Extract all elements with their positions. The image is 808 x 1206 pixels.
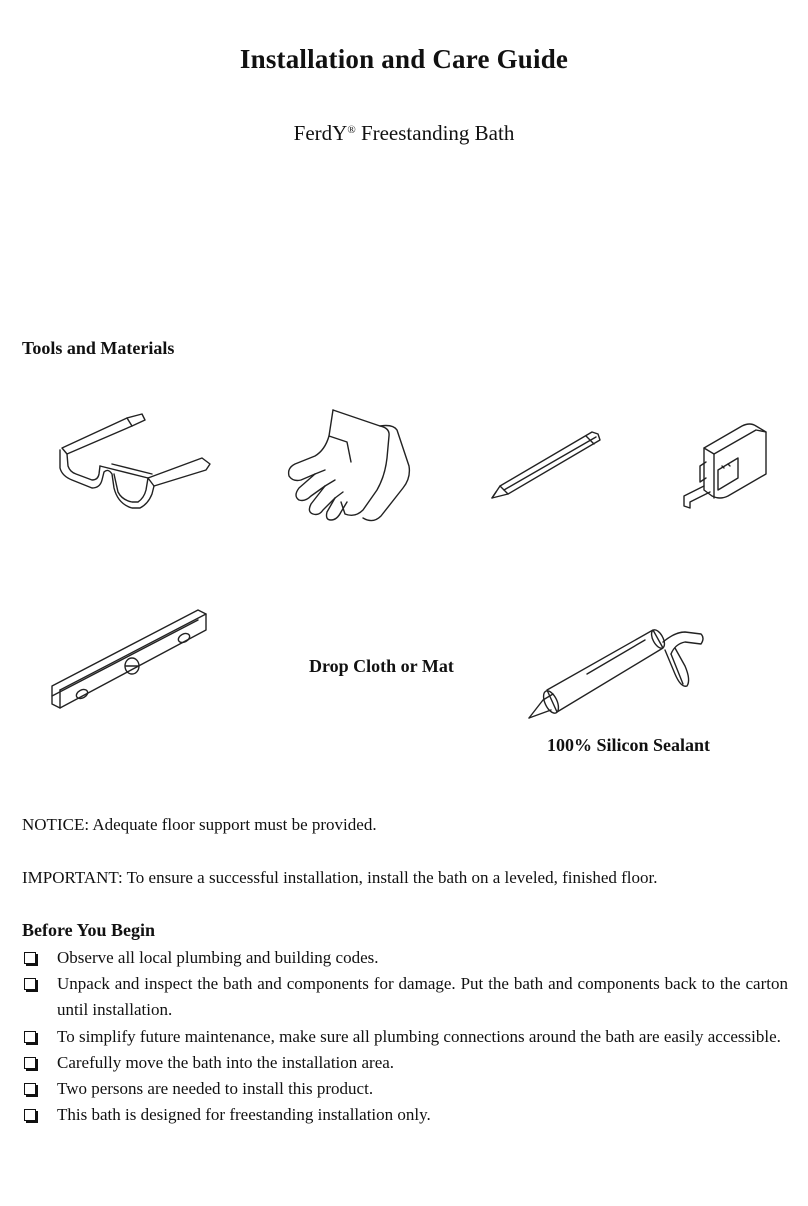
level-icon xyxy=(48,604,213,719)
list-item xyxy=(22,1050,788,1076)
list-item-text: This bath is designed for freestanding installation only. xyxy=(57,1105,431,1125)
important-text: IMPORTANT: To ensure a successful installation, install the bath on a leveled, finished floor. xyxy=(22,868,658,887)
safety-glasses-icon xyxy=(52,408,217,518)
list-item-text: Carefully move the bath into the installation area. xyxy=(57,1052,395,1072)
list-item-text: Two persons are needed to install this product. xyxy=(57,1079,374,1099)
page-title: Installation and Care Guide xyxy=(239,44,569,74)
gloves-icon xyxy=(285,406,420,526)
product-name: Freestanding Bath xyxy=(355,121,515,145)
list-item xyxy=(22,1102,788,1128)
list-item-text: To simplify future maintenance, make sure all plumbing connections around the bath are easily accessible. xyxy=(57,1026,781,1046)
tape-measure-icon xyxy=(678,420,776,512)
pencil-icon xyxy=(488,428,613,503)
drop-cloth-label: Drop Cloth or Mat xyxy=(309,656,454,676)
list-item-text: Observe all local plumbing and building codes. xyxy=(57,948,379,967)
notice-text: NOTICE: Adequate floor support must be provided. xyxy=(22,815,377,834)
brand-name: FerdY xyxy=(293,121,348,145)
list-item xyxy=(22,1076,788,1102)
checkbox-icon xyxy=(24,1109,36,1121)
list-item xyxy=(22,945,788,971)
before-you-begin-heading: Before You Begin xyxy=(22,920,155,940)
checkbox-icon xyxy=(24,978,36,990)
list-item xyxy=(22,1024,788,1050)
tools-heading: Tools and Materials xyxy=(22,338,175,358)
checkbox-icon xyxy=(24,1031,36,1043)
checkbox-icon xyxy=(24,952,36,964)
checklist xyxy=(22,945,788,1128)
checkbox-icon xyxy=(24,1057,36,1069)
list-item-text: Unpack and inspect the bath and components for damage. Put the bath and components back to the carton until installation. xyxy=(57,974,788,1020)
page-subtitle xyxy=(0,121,808,146)
registered-mark: ® xyxy=(347,124,356,136)
sealant-label: 100% Silicon Sealant xyxy=(547,735,711,755)
caulking-gun-icon xyxy=(525,614,710,724)
list-item xyxy=(22,971,788,1023)
checkbox-icon xyxy=(24,1083,36,1095)
